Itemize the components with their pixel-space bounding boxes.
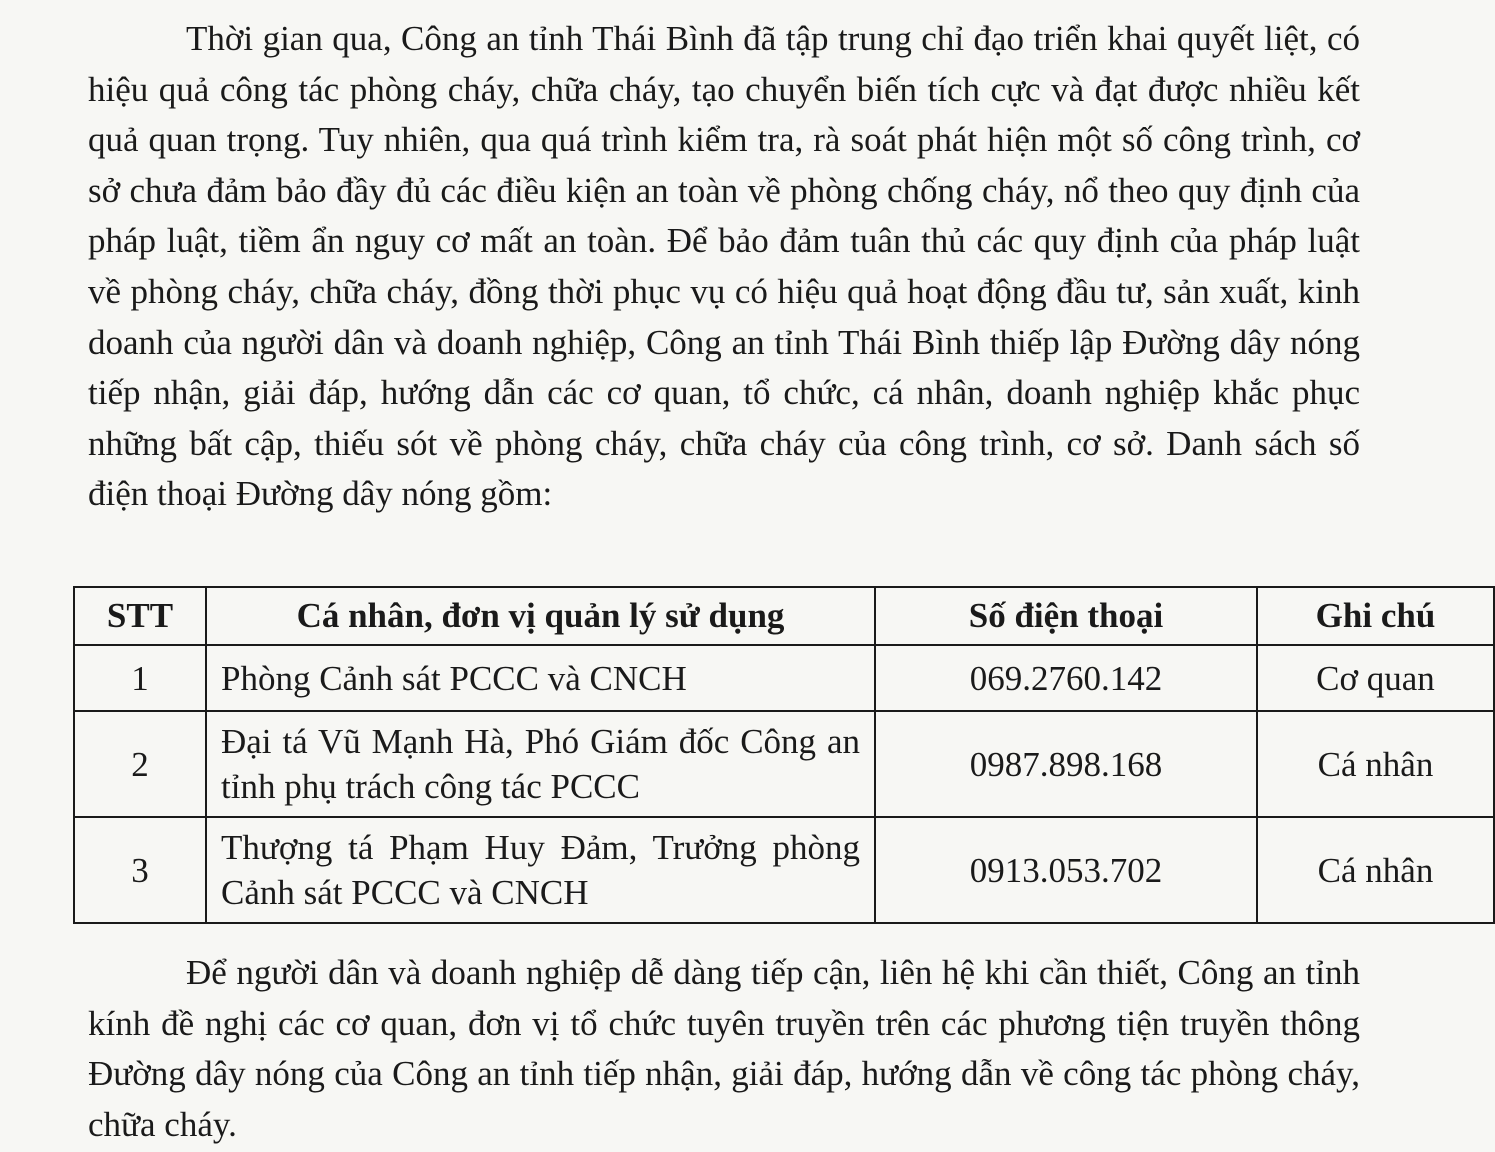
row-name: Đại tá Vũ Mạnh Hà, Phó Giám đốc Công an tỉnh phụ trách công tác PCCC [206, 711, 875, 817]
row-note: Cá nhân [1257, 817, 1494, 923]
row-name: Thượng tá Phạm Huy Đảm, Trưởng phòng Cảnh sát PCCC và CNCH [206, 817, 875, 923]
document-page [88, 14, 1360, 520]
row-phone: 0913.053.702 [875, 817, 1257, 923]
closing-paragraph: Để người dân và doanh nghiệp dễ dàng tiếp cận, liên hệ khi cần thiết, Công an tỉnh kính đề nghị các cơ quan, đơn vị tổ chức tuyên truyền trên các phương tiện truyền thông Đường dây nóng của Công an tỉnh tiếp nhận, giải đáp, hướng dẫn về công tác phòng cháy, chữa cháy. [88, 953, 1360, 1144]
row-phone: 0987.898.168 [875, 711, 1257, 817]
row-stt: 2 [74, 711, 206, 817]
row-stt: 3 [74, 817, 206, 923]
table-row [74, 645, 1494, 711]
table-row [74, 711, 1494, 817]
row-stt: 1 [74, 645, 206, 711]
hotline-table [73, 586, 1495, 924]
table-row [74, 817, 1494, 923]
table-header-row [74, 587, 1494, 645]
row-note: Cá nhân [1257, 711, 1494, 817]
intro-paragraph: Thời gian qua, Công an tỉnh Thái Bình đã tập trung chỉ đạo triển khai quyết liệt, có hiệu quả công tác phòng cháy, chữa cháy, tạo chuyển biến tích cực và đạt được nhiều kết quả quan trọng. Tuy nhiên, qua quá trình kiểm tra, rà soát phát hiện một số công trình, cơ sở chưa đảm bảo đầy đủ các điều kiện an toàn về phòng chống cháy, nổ theo quy định của pháp luật, tiềm ẩn nguy cơ mất an toàn. Để bảo đảm tuân thủ các quy định của pháp luật về phòng cháy, chữa cháy, đồng thời phục vụ có hiệu quả hoạt động đầu tư, sản xuất, kinh doanh của người dân và doanh nghiệp, Công an tỉnh Thái Bình thiếp lập Đường dây nóng tiếp nhận, giải đáp, hướng dẫn các cơ quan, tổ chức, cá nhân, doanh nghiệp khắc phục những bất cập, thiếu sót về phòng cháy, chữa cháy của công trình, cơ sở. Danh sách số điện thoại Đường dây nóng gồm: [88, 19, 1360, 514]
closing-section [88, 948, 1360, 1150]
row-phone: 069.2760.142 [875, 645, 1257, 711]
header-phone: Số điện thoại [875, 587, 1257, 645]
header-name: Cá nhân, đơn vị quản lý sử dụng [206, 587, 875, 645]
header-stt: STT [74, 587, 206, 645]
row-note: Cơ quan [1257, 645, 1494, 711]
header-note: Ghi chú [1257, 587, 1494, 645]
row-name: Phòng Cảnh sát PCCC và CNCH [206, 645, 875, 711]
